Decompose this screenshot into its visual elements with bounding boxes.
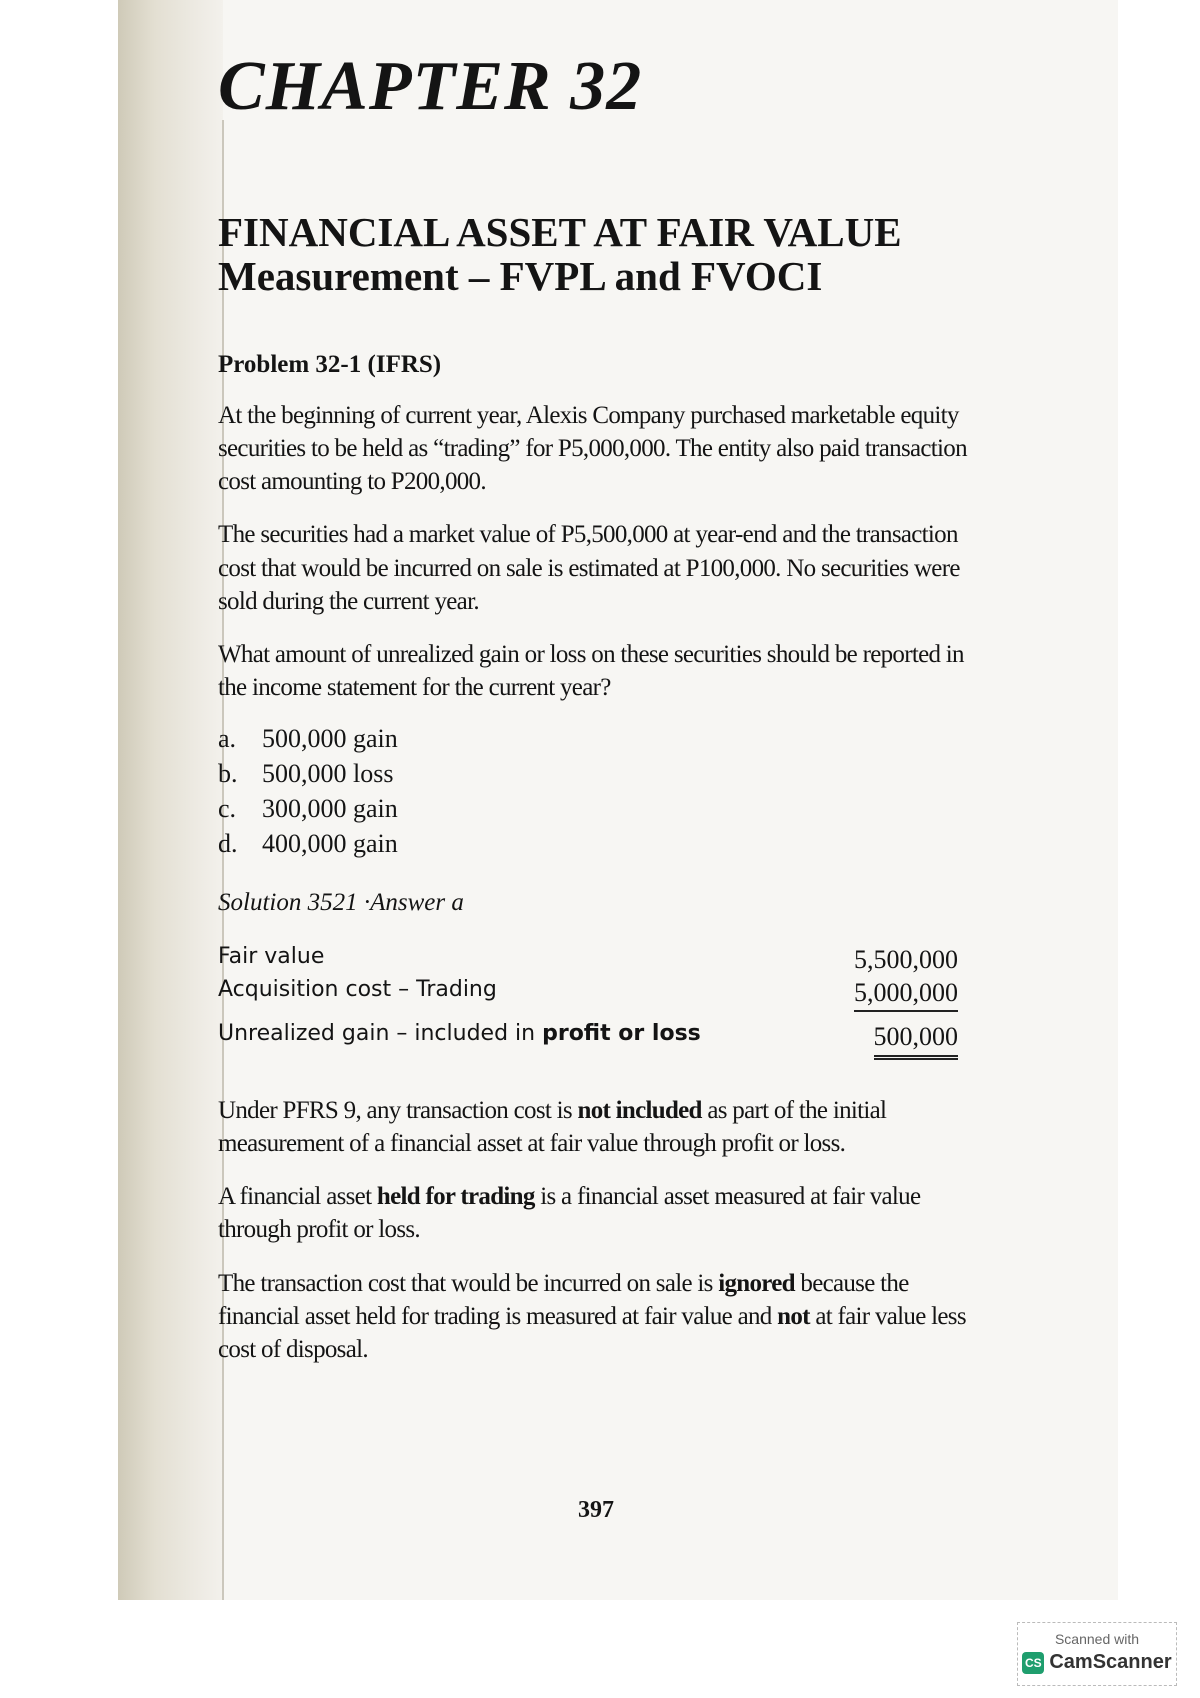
row-amount: 500,000	[874, 1020, 959, 1059]
solution-row	[218, 943, 958, 976]
chapter-title	[218, 210, 978, 299]
book-spine-shadow	[118, 0, 223, 1600]
option-text: 500,000 loss	[262, 758, 394, 788]
option-text: 300,000 gain	[262, 793, 398, 823]
watermark-name: CamScanner	[1049, 1651, 1172, 1673]
text-run: Under PFRS 9, any transaction cost is	[218, 1096, 578, 1124]
solution-row	[218, 976, 958, 1012]
option-letter: a.	[218, 723, 237, 753]
option-letter: d.	[218, 828, 238, 858]
option-letter: c.	[218, 793, 237, 823]
row-label-emphasis: profit or loss	[542, 1021, 701, 1047]
text-run: at fair value less cost of disposal.	[218, 1302, 966, 1364]
problem-question: What amount of unrealized gain or loss on these securities should be reported in the income statement for the current year?	[218, 641, 964, 702]
text-emphasis: ignored	[718, 1269, 795, 1297]
watermark-brand	[1018, 1651, 1176, 1674]
row-label-text: Unrealized gain – included in	[218, 1021, 543, 1047]
explanation-paragraph	[218, 1180, 978, 1247]
explanation-paragraph	[218, 1267, 978, 1367]
page-number: 397	[578, 1497, 614, 1523]
camscanner-logo-icon: CS	[1022, 1652, 1044, 1674]
answer-option	[218, 791, 978, 826]
problem-paragraph: At the beginning of current year, Alexis Company purchased marketable equity securities to be held as “trading” for P5,000,000. The entity also paid transaction cost amounting to P200,000.	[218, 401, 967, 496]
chapter-title-line2: Measurement – FVPL and FVOCI	[218, 253, 823, 300]
solution-total-row	[218, 1020, 958, 1059]
answer-option	[218, 756, 978, 791]
camscanner-watermark	[1017, 1622, 1177, 1686]
problem-heading: Problem 32-1 (IFRS)	[218, 350, 442, 378]
text-run: A financial asset	[218, 1183, 377, 1211]
row-amount: 5,000,000	[854, 976, 958, 1012]
solution-heading: Solution 3521 ·Answer a	[218, 888, 464, 916]
text-run: is a financial asset measured at fair value through profit or loss.	[218, 1183, 921, 1244]
row-label: Acquisition cost – Trading	[218, 977, 497, 1003]
row-label: Fair value	[218, 943, 325, 969]
text-run: The transaction cost that would be incurred on sale is	[218, 1269, 719, 1297]
answer-option	[218, 721, 978, 756]
answer-option	[218, 826, 978, 861]
chapter-title-line1: FINANCIAL ASSET AT FAIR VALUE	[218, 209, 902, 255]
option-text: 400,000 gain	[262, 828, 398, 858]
chapter-heading: CHAPTER 32	[218, 48, 643, 125]
text-emphasis: not	[777, 1302, 810, 1330]
watermark-caption: Scanned with	[1054, 1631, 1140, 1647]
page-content	[218, 40, 978, 1366]
text-emphasis: not included	[577, 1096, 702, 1124]
solution-table	[218, 943, 958, 1060]
text-emphasis: held for trading	[376, 1183, 535, 1211]
row-amount: 5,500,000	[854, 944, 958, 974]
explanation-paragraph	[218, 1094, 978, 1161]
answer-options	[218, 721, 978, 861]
option-letter: b.	[218, 758, 238, 788]
text-run: because the financial asset held for trading is measured at fair value and	[218, 1269, 909, 1330]
problem-paragraph: The securities had a market value of P5,500,000 at year-end and the transaction cost that would be incurred on sale is estimated at P100,000. No securities were sold during the current year.	[218, 521, 960, 615]
text-run: as part of the initial measurement of a financial asset at fair value through profit or loss.	[218, 1096, 887, 1157]
option-text: 500,000 gain	[262, 723, 398, 753]
row-label	[218, 1020, 701, 1059]
